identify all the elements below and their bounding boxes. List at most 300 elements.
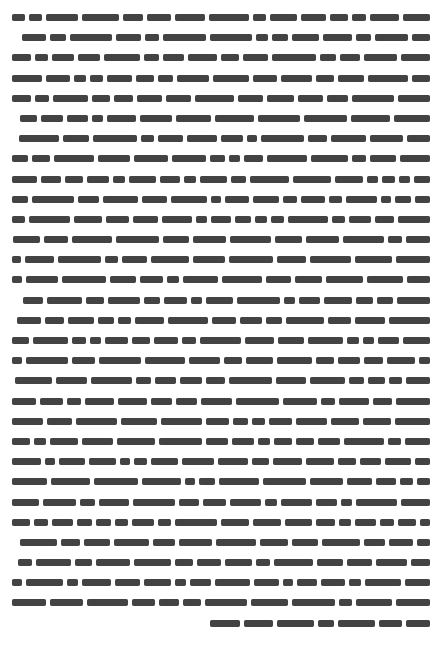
word-glyph: [233, 418, 248, 425]
word-glyph: [415, 196, 430, 203]
word-glyph: [61, 539, 80, 546]
word-glyph: [187, 135, 217, 142]
word-glyph: [316, 499, 337, 506]
word-glyph: [72, 236, 112, 243]
word-glyph: [183, 276, 218, 283]
word-glyph: [270, 14, 297, 21]
word-glyph: [396, 398, 430, 405]
word-glyph: [406, 620, 430, 627]
word-glyph: [12, 418, 43, 425]
word-glyph: [86, 297, 104, 304]
word-glyph: [12, 54, 31, 61]
word-glyph: [310, 256, 351, 263]
word-glyph: [329, 196, 342, 203]
word-glyph: [134, 458, 147, 465]
word-glyph: [210, 155, 225, 162]
word-glyph: [12, 256, 21, 263]
word-glyph: [142, 478, 181, 485]
word-glyph: [12, 95, 31, 102]
text-line: [8, 595, 430, 610]
word-glyph: [56, 377, 87, 384]
word-glyph: [327, 95, 348, 102]
word-glyph: [77, 519, 92, 526]
word-glyph: [20, 539, 57, 546]
word-glyph: [67, 398, 81, 405]
word-glyph: [388, 438, 401, 445]
word-glyph: [206, 418, 229, 425]
word-glyph: [159, 438, 202, 445]
word-glyph: [155, 377, 176, 384]
word-glyph: [23, 297, 43, 304]
word-glyph: [321, 579, 345, 586]
word-glyph: [252, 418, 265, 425]
word-glyph: [72, 357, 95, 364]
word-glyph: [253, 196, 279, 203]
word-glyph: [215, 115, 254, 122]
word-glyph: [367, 276, 403, 283]
word-glyph: [385, 458, 411, 465]
word-glyph: [283, 196, 297, 203]
word-glyph: [46, 14, 78, 21]
word-glyph: [63, 135, 89, 142]
word-glyph: [254, 579, 279, 586]
text-line: [8, 131, 430, 146]
word-glyph: [338, 75, 364, 82]
word-glyph: [331, 418, 359, 425]
word-glyph: [330, 14, 348, 21]
word-glyph: [310, 377, 345, 384]
text-line: [8, 232, 430, 247]
word-glyph: [308, 135, 327, 142]
word-glyph: [29, 216, 70, 223]
word-glyph: [323, 34, 352, 41]
word-glyph: [12, 599, 46, 606]
word-glyph: [26, 357, 68, 364]
word-glyph: [382, 176, 395, 183]
word-glyph: [258, 438, 270, 445]
word-glyph: [123, 14, 143, 21]
word-glyph: [396, 256, 430, 263]
word-glyph: [419, 357, 430, 364]
text-line: [8, 293, 430, 308]
word-glyph: [67, 579, 78, 586]
word-glyph: [13, 236, 40, 243]
text-line: [8, 353, 430, 368]
word-glyph: [67, 115, 88, 122]
word-glyph: [341, 499, 352, 506]
word-glyph: [292, 34, 319, 41]
word-glyph: [76, 418, 117, 425]
word-glyph: [40, 398, 63, 405]
word-glyph: [272, 34, 288, 41]
word-glyph: [163, 54, 184, 61]
word-glyph: [258, 115, 300, 122]
word-glyph: [412, 34, 430, 41]
word-glyph: [211, 196, 221, 203]
word-glyph: [229, 256, 273, 263]
word-glyph: [151, 398, 172, 405]
word-glyph: [274, 438, 292, 445]
word-glyph: [53, 95, 88, 102]
word-glyph: [349, 579, 361, 586]
word-glyph: [356, 297, 373, 304]
word-glyph: [93, 135, 137, 142]
word-glyph: [376, 559, 407, 566]
word-glyph: [376, 478, 396, 485]
word-glyph: [310, 478, 343, 485]
word-glyph: [59, 458, 85, 465]
word-glyph: [364, 539, 385, 546]
word-glyph: [276, 377, 306, 384]
word-glyph: [328, 317, 351, 324]
word-glyph: [253, 519, 281, 526]
word-glyph: [301, 196, 325, 203]
word-glyph: [221, 135, 243, 142]
word-glyph: [400, 478, 413, 485]
word-glyph: [105, 256, 118, 263]
word-glyph: [210, 34, 252, 41]
word-glyph: [91, 377, 132, 384]
word-glyph: [99, 357, 141, 364]
word-glyph: [292, 599, 335, 606]
word-glyph: [54, 155, 94, 162]
word-glyph: [96, 559, 130, 566]
word-glyph: [12, 155, 28, 162]
word-glyph: [277, 357, 312, 364]
word-glyph: [240, 317, 262, 324]
urdu-article-text: [8, 10, 430, 650]
word-glyph: [295, 276, 322, 283]
word-glyph: [205, 599, 247, 606]
word-glyph: [19, 135, 59, 142]
word-glyph: [47, 418, 72, 425]
text-line: [8, 172, 430, 187]
word-glyph: [395, 196, 411, 203]
word-glyph: [200, 176, 227, 183]
word-glyph: [363, 418, 391, 425]
word-glyph: [163, 236, 189, 243]
word-glyph: [34, 438, 46, 445]
word-glyph: [183, 599, 201, 606]
word-glyph: [151, 256, 189, 263]
word-glyph: [190, 579, 211, 586]
word-glyph: [229, 155, 240, 162]
word-glyph: [98, 317, 114, 324]
word-glyph: [176, 115, 211, 122]
word-glyph: [118, 398, 147, 405]
word-glyph: [41, 176, 61, 183]
word-glyph: [158, 135, 183, 142]
word-glyph: [318, 438, 340, 445]
word-glyph: [273, 458, 302, 465]
word-glyph: [18, 559, 32, 566]
word-glyph: [246, 357, 273, 364]
text-line: [8, 495, 430, 510]
word-glyph: [306, 236, 339, 243]
word-glyph: [32, 155, 50, 162]
word-glyph: [34, 519, 48, 526]
word-glyph: [395, 418, 430, 425]
word-glyph: [373, 398, 392, 405]
word-glyph: [26, 579, 63, 586]
word-glyph: [338, 458, 356, 465]
word-glyph: [153, 539, 175, 546]
word-glyph: [238, 95, 263, 102]
word-glyph: [356, 599, 392, 606]
word-glyph: [185, 478, 195, 485]
word-glyph: [277, 620, 314, 627]
word-glyph: [311, 155, 348, 162]
word-glyph: [326, 276, 363, 283]
word-glyph: [98, 155, 130, 162]
word-glyph: [196, 216, 207, 223]
word-glyph: [141, 135, 154, 142]
word-glyph: [244, 155, 263, 162]
word-glyph: [261, 135, 304, 142]
word-glyph: [50, 599, 83, 606]
word-glyph: [364, 357, 383, 364]
word-glyph: [78, 54, 100, 61]
word-glyph: [272, 54, 316, 61]
word-glyph: [380, 519, 394, 526]
word-glyph: [182, 337, 196, 344]
word-glyph: [154, 337, 178, 344]
word-glyph: [255, 216, 267, 223]
word-glyph: [116, 34, 141, 41]
word-glyph: [403, 14, 430, 21]
word-glyph: [175, 559, 193, 566]
word-glyph: [389, 377, 402, 384]
text-line: [8, 474, 430, 489]
word-glyph: [415, 458, 430, 465]
word-glyph: [347, 337, 359, 344]
word-glyph: [222, 276, 262, 283]
word-glyph: [32, 196, 74, 203]
word-glyph: [316, 357, 334, 364]
word-glyph: [284, 297, 295, 304]
word-glyph: [46, 75, 70, 82]
word-glyph: [114, 95, 133, 102]
word-glyph: [147, 14, 171, 21]
word-glyph: [114, 539, 149, 546]
word-glyph: [105, 337, 128, 344]
word-glyph: [277, 256, 306, 263]
word-glyph: [286, 317, 324, 324]
word-glyph: [41, 115, 63, 122]
word-glyph: [12, 357, 22, 364]
word-glyph: [74, 75, 86, 82]
word-glyph: [406, 236, 430, 243]
word-glyph: [159, 599, 179, 606]
word-glyph: [356, 499, 397, 506]
word-glyph: [189, 357, 220, 364]
word-glyph: [399, 176, 410, 183]
word-glyph: [285, 519, 312, 526]
word-glyph: [218, 458, 248, 465]
word-glyph: [82, 438, 113, 445]
word-glyph: [167, 276, 179, 283]
word-glyph: [250, 176, 289, 183]
word-glyph: [406, 377, 430, 384]
word-glyph: [78, 196, 99, 203]
word-glyph: [338, 357, 360, 364]
word-glyph: [363, 337, 374, 344]
word-glyph: [129, 176, 156, 183]
word-glyph: [80, 499, 95, 506]
word-glyph: [351, 115, 390, 122]
word-glyph: [340, 54, 360, 61]
word-glyph: [288, 216, 328, 223]
word-glyph: [115, 519, 128, 526]
word-glyph: [370, 135, 403, 142]
word-glyph: [140, 276, 163, 283]
word-glyph: [316, 75, 334, 82]
text-line: [8, 515, 430, 530]
word-glyph: [349, 216, 371, 223]
word-glyph: [72, 337, 86, 344]
word-glyph: [117, 438, 155, 445]
word-glyph: [344, 438, 384, 445]
word-glyph: [352, 95, 394, 102]
word-glyph: [298, 95, 323, 102]
word-glyph: [256, 34, 268, 41]
word-glyph: [12, 14, 25, 21]
word-glyph: [142, 196, 167, 203]
word-glyph: [403, 337, 430, 344]
word-glyph: [212, 317, 236, 324]
word-glyph: [191, 297, 202, 304]
word-glyph: [292, 539, 318, 546]
word-glyph: [12, 478, 47, 485]
word-glyph: [195, 95, 234, 102]
text-line: [8, 555, 430, 570]
word-glyph: [107, 115, 136, 122]
word-glyph: [90, 75, 103, 82]
word-glyph: [12, 196, 28, 203]
word-glyph: [265, 499, 277, 506]
word-glyph: [224, 357, 242, 364]
word-glyph: [45, 458, 55, 465]
word-glyph: [12, 337, 29, 344]
word-glyph: [252, 458, 269, 465]
word-glyph: [271, 216, 284, 223]
text-line: [8, 272, 430, 287]
word-glyph: [47, 297, 82, 304]
word-glyph: [199, 478, 215, 485]
word-glyph: [244, 620, 273, 627]
word-glyph: [370, 155, 396, 162]
word-glyph: [356, 34, 371, 41]
word-glyph: [231, 176, 246, 183]
word-glyph: [355, 256, 392, 263]
word-glyph: [355, 317, 385, 324]
text-line: [8, 535, 430, 550]
word-glyph: [297, 579, 317, 586]
word-glyph: [12, 458, 41, 465]
word-glyph: [137, 95, 162, 102]
word-glyph: [367, 176, 378, 183]
word-glyph: [317, 559, 343, 566]
word-glyph: [197, 559, 221, 566]
word-glyph: [158, 519, 171, 526]
word-glyph: [387, 357, 415, 364]
word-glyph: [70, 34, 112, 41]
word-glyph: [232, 438, 254, 445]
word-glyph: [179, 499, 199, 506]
word-glyph: [133, 499, 175, 506]
word-glyph: [104, 54, 140, 61]
word-glyph: [121, 418, 157, 425]
word-glyph: [210, 620, 240, 627]
text-line: [8, 111, 430, 126]
word-glyph: [339, 599, 352, 606]
word-glyph: [209, 14, 249, 21]
word-glyph: [161, 418, 202, 425]
text-line: [8, 192, 430, 207]
word-glyph: [122, 256, 147, 263]
word-glyph: [136, 377, 151, 384]
word-glyph: [396, 599, 430, 606]
word-glyph: [65, 176, 83, 183]
word-glyph: [25, 256, 54, 263]
word-glyph: [324, 297, 352, 304]
word-glyph: [389, 539, 413, 546]
word-glyph: [171, 196, 207, 203]
word-glyph: [50, 438, 78, 445]
word-glyph: [206, 297, 233, 304]
word-glyph: [85, 398, 114, 405]
word-glyph: [405, 438, 430, 445]
word-glyph: [381, 196, 391, 203]
word-glyph: [417, 539, 430, 546]
word-glyph: [397, 297, 430, 304]
word-glyph: [144, 579, 171, 586]
word-glyph: [394, 115, 430, 122]
word-glyph: [89, 458, 116, 465]
word-glyph: [253, 75, 277, 82]
word-glyph: [12, 176, 37, 183]
word-glyph: [230, 499, 261, 506]
word-glyph: [43, 499, 76, 506]
word-glyph: [103, 196, 138, 203]
word-glyph: [269, 418, 292, 425]
word-glyph: [136, 75, 154, 82]
word-glyph: [84, 539, 110, 546]
word-glyph: [82, 14, 119, 21]
word-glyph: [99, 499, 129, 506]
word-glyph: [266, 276, 291, 283]
word-glyph: [398, 519, 416, 526]
word-glyph: [62, 276, 106, 283]
word-glyph: [321, 398, 335, 405]
word-glyph: [107, 75, 132, 82]
word-glyph: [132, 599, 155, 606]
text-line: [8, 50, 430, 65]
word-glyph: [12, 216, 25, 223]
word-glyph: [230, 236, 271, 243]
word-glyph: [12, 579, 22, 586]
word-glyph: [201, 398, 232, 405]
word-glyph: [20, 115, 37, 122]
word-glyph: [283, 398, 317, 405]
word-glyph: [87, 599, 128, 606]
word-glyph: [338, 620, 375, 627]
word-glyph: [316, 519, 335, 526]
word-glyph: [388, 236, 402, 243]
word-glyph: [411, 559, 430, 566]
word-glyph: [281, 499, 312, 506]
word-glyph: [45, 317, 64, 324]
